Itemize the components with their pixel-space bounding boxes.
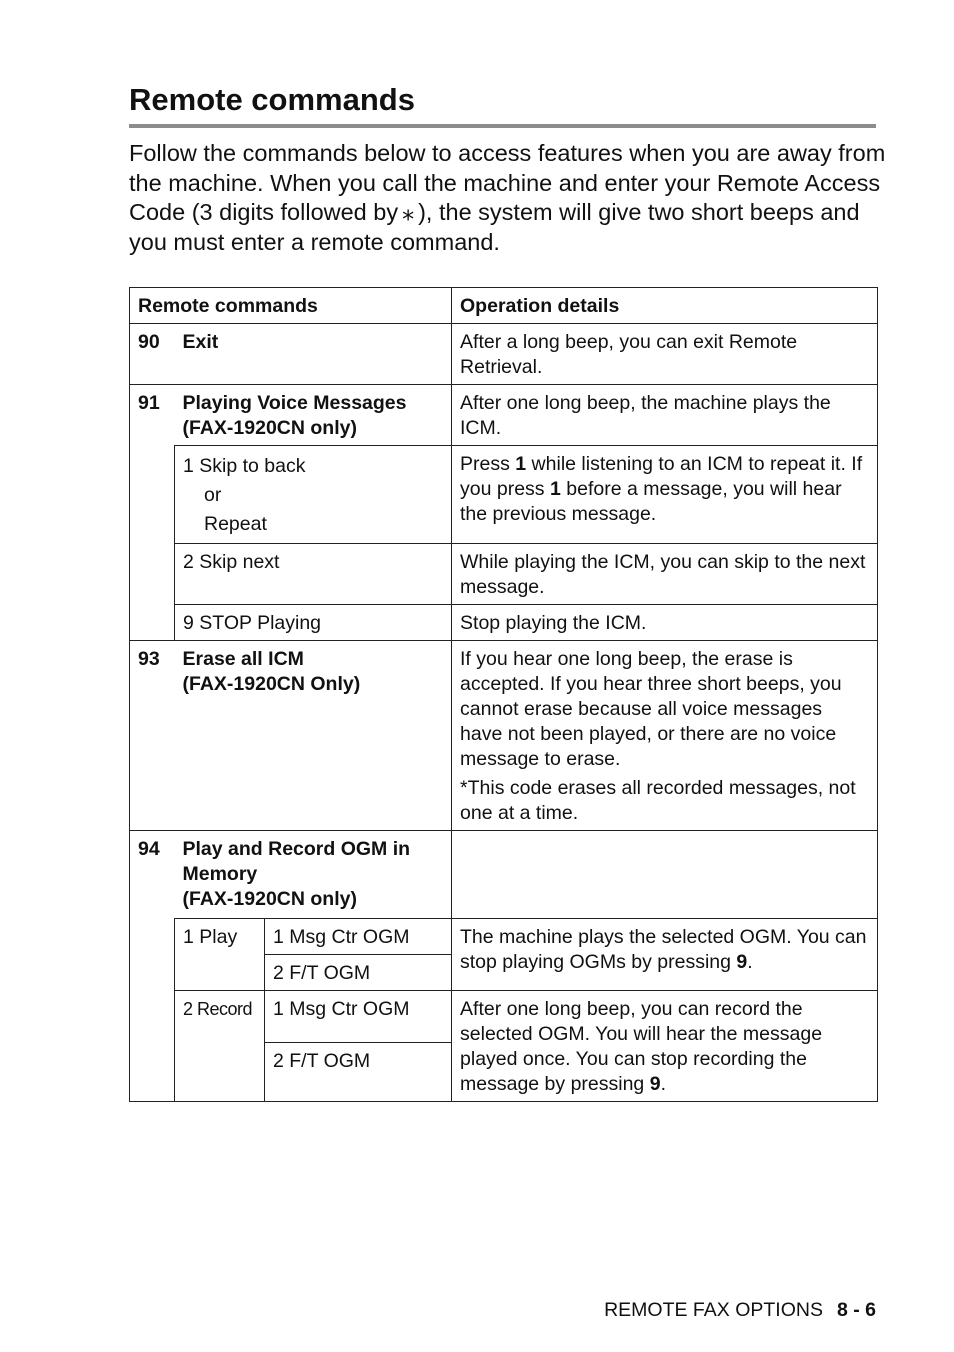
sub-command-label: 1 Play xyxy=(175,919,265,991)
header-operation-details: Operation details xyxy=(452,288,878,324)
operation-detail: Stop playing the ICM. xyxy=(452,605,878,641)
intro-paragraph: Follow the commands below to access features when you are away from the machine. When you call the machine and enter your Remote Access Code (3 digits followed by ⁎ ), the system will give two short beeps and you must enter a remote command. xyxy=(129,140,886,256)
command-name: Exit xyxy=(175,324,452,385)
blank-cell xyxy=(130,605,175,641)
blank-cell xyxy=(130,919,175,955)
remote-commands-table xyxy=(129,287,878,1102)
star-key-icon: ⁎ xyxy=(402,199,415,227)
command-code: 90 xyxy=(130,324,175,385)
table-row xyxy=(130,544,878,605)
blank-cell xyxy=(130,544,175,605)
command-name: Playing Voice Messages (FAX-1920CN only) xyxy=(175,385,452,446)
blank-cell xyxy=(130,991,175,1043)
command-code: 91 xyxy=(130,385,175,446)
blank-cell xyxy=(130,1043,175,1102)
blank-cell xyxy=(130,955,175,991)
command-name: Play and Record OGM in Memory (FAX-1920CN only) xyxy=(175,831,452,919)
table-row xyxy=(130,324,878,385)
ogm-option: 1 Msg Ctr OGM xyxy=(265,991,452,1043)
page-footer xyxy=(604,1299,876,1322)
table-row xyxy=(130,385,878,446)
sub-command-label: 2 Record xyxy=(175,991,265,1102)
operation-detail: While playing the ICM, you can skip to the next message. xyxy=(452,544,878,605)
page-number: 8 - 6 xyxy=(836,1299,876,1321)
table-row xyxy=(130,831,878,919)
footer-section: REMOTE FAX OPTIONS xyxy=(604,1299,823,1321)
operation-detail: Press 1 while listening to an ICM to repeat it. If you press 1 before a message, you will hear the previous message. xyxy=(452,446,878,544)
sub-command-label: 9 STOP Playing xyxy=(175,605,452,641)
operation-detail: After one long beep, you can record the selected OGM. You will hear the message played once. You can stop recording the message by pressing 9. xyxy=(452,991,878,1102)
page-title: Remote commands xyxy=(129,82,415,117)
table-row xyxy=(130,919,878,955)
ogm-option: 2 F/T OGM xyxy=(265,955,452,991)
sub-command-label: 1 Skip to back or Repeat xyxy=(175,446,452,544)
operation-detail: After one long beep, the machine plays the ICM. xyxy=(452,385,878,446)
operation-detail xyxy=(452,831,878,919)
command-code: 94 xyxy=(130,831,175,919)
table-row xyxy=(130,605,878,641)
operation-detail: After a long beep, you can exit Remote Retrieval. xyxy=(452,324,878,385)
title-rule xyxy=(129,124,876,128)
operation-note: *This code erases all recorded messages, not one at a time. xyxy=(460,777,856,824)
sub-command-label: 2 Skip next xyxy=(175,544,452,605)
table-row xyxy=(130,991,878,1043)
blank-cell xyxy=(130,446,175,544)
operation-detail: If you hear one long beep, the erase is accepted. If you hear three short beeps, you cannot erase because all voice messages have not been played, or there are no voice message to erase. *This code erases all recorded messages, not one at a time. xyxy=(452,641,878,831)
table-row xyxy=(130,446,878,544)
header-remote-commands: Remote commands xyxy=(130,288,452,324)
table-header-row xyxy=(130,288,878,324)
command-name: Erase all ICM (FAX-1920CN Only) xyxy=(175,641,452,831)
command-code: 93 xyxy=(130,641,175,831)
ogm-option: 1 Msg Ctr OGM xyxy=(265,919,452,955)
operation-detail: The machine plays the selected OGM. You can stop playing OGMs by pressing 9. xyxy=(452,919,878,991)
ogm-option: 2 F/T OGM xyxy=(265,1043,452,1102)
table-row xyxy=(130,641,878,831)
